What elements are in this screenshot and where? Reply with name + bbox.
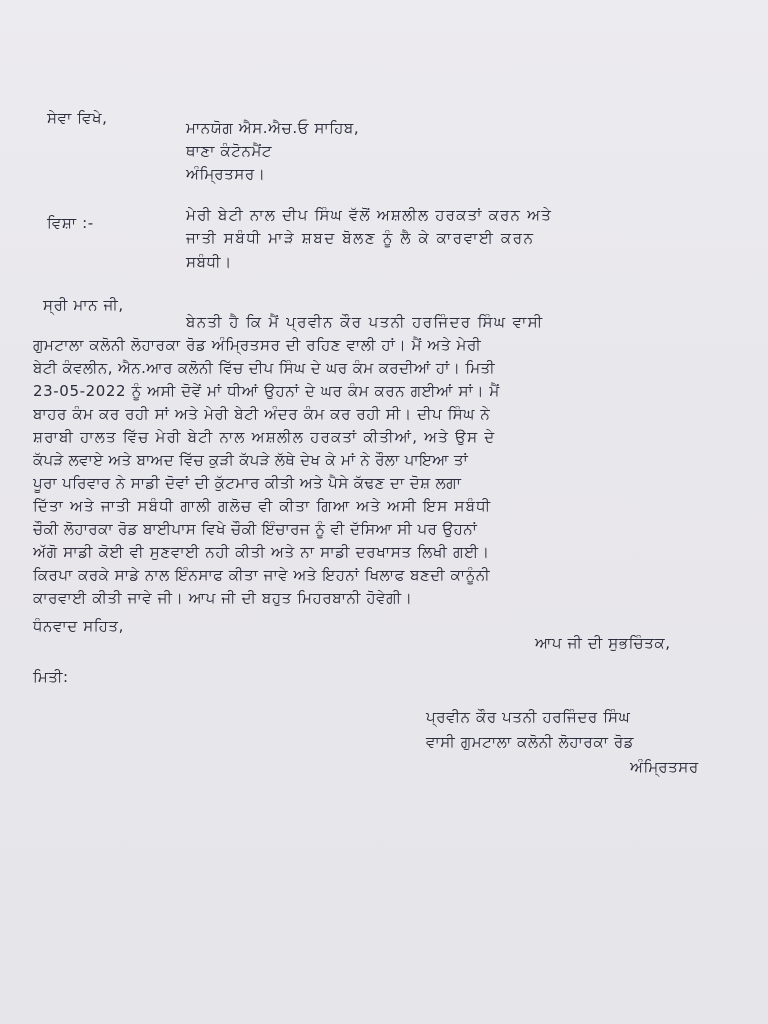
subject-label: ਵਿਸ਼ਾ :- [47,214,94,232]
body-line: ਸ਼ਰਾਬੀ ਹਾਲਤ ਵਿੱਚ ਮੇਰੀ ਬੇਟੀ ਨਾਲ ਅਸ਼ਲੀਲ ਹਰਕਤਾਂ ਕੀਤੀਆਂ, ਅਤੇ ਉਸ ਦੇ [33,428,496,446]
recipient-line-3: ਅੰਮ੍ਰਿਤਸਰ। [186,165,266,183]
body-line: ਬੇਟੀ ਕੰਵਲੀਨ, ਐਨ.ਆਰ ਕਲੋਨੀ ਵਿੱਚ ਦੀਪ ਸਿੰਘ ਦੇ ਘਰ ਕੰਮ ਕਰਦੀਆਂ ਹਾਂ। ਮਿਤੀ [33,359,496,377]
signature-address: ਵਾਸੀ ਗੁਮਟਾਲਾ ਕਲੋਨੀ ਲੋਹਾਰਕਾ ਰੋਡ [426,733,635,751]
body-line: ਦਿੱਤਾ ਅਤੇ ਜਾਤੀ ਸਬੰਧੀ ਗਾਲੀ ਗਲੋਚ ਵੀ ਕੀਤਾ ਗਿਆ ਅਤੇ ਅਸੀ ਇਸ ਸਬੰਧੀ [33,497,492,515]
body-line: ਗੁਮਟਾਲਾ ਕਲੋਨੀ ਲੋਹਾਰਕਾ ਰੋਡ ਅੰਮ੍ਰਿਤਸਰ ਦੀ ਰਹਿਣ ਵਾਲੀ ਹਾਂ। ਮੈਂ ਅਤੇ ਮੇਰੀ [33,336,482,354]
body-line: ਪੂਰਾ ਪਰਿਵਾਰ ਨੇ ਸਾਡੀ ਦੋਵਾਂ ਦੀ ਕੁੱਟਮਾਰ ਕੀਤੀ ਅਤੇ ਪੈਸੇ ਕੱਢਣ ਦਾ ਦੋਸ਼ ਲਗਾ [33,474,462,492]
body-line: ਅੱਗੋ ਸਾਡੀ ਕੋਈ ਵੀ ਸੁਣਵਾਈ ਨਹੀ ਕੀਤੀ ਅਤੇ ਨਾ ਸਾਡੀ ਦਰਖਾਸਤ ਲਿਖੀ ਗਈ। [33,543,490,561]
signature-city: ਅੰਮ੍ਰਿਤਸਰ [630,758,699,776]
greeting: ਸ੍ਰੀ ਮਾਨ ਜੀ, [43,296,124,314]
body-line: ਕੱਪੜੇ ਲਵਾਏ ਅਤੇ ਬਾਅਦ ਵਿੱਚ ਕੁੜੀ ਕੱਪੜੇ ਲੱਥੇ ਦੇਖ ਕੇ ਮਾਂ ਨੇ ਰੌਲਾ ਪਾਇਆ ਤਾਂ [33,451,469,469]
date-label: ਮਿਤੀ: [33,668,69,686]
thanks-line: ਧੰਨਵਾਦ ਸਹਿਤ, [33,617,125,635]
body-line: 23-05-2022 ਨੂੰ ਅਸੀ ਦੋਵੇਂ ਮਾਂ ਧੀਆਂ ਉਹਨਾਂ ਦੇ ਘਰ ਕੰਮ ਕਰਨ ਗਈਆਂ ਸਾਂ। ਮੈਂ [33,382,500,400]
signature-name: ਪ੍ਰਵੀਨ ਕੌਰ ਪਤਨੀ ਹਰਜਿੰਦਰ ਸਿੰਘ [426,708,631,726]
body-line: ਕਾਰਵਾਈ ਕੀਤੀ ਜਾਵੇ ਜੀ। ਆਪ ਜੀ ਦੀ ਬਹੁਤ ਮਿਹਰਬਾਨੀ ਹੋਵੇਗੀ। [33,589,413,607]
subject-line-3: ਸਬੰਧੀ। [186,253,232,271]
body-line: ਬੇਨਤੀ ਹੈ ਕਿ ਮੈਂ ਪ੍ਰਵੀਨ ਕੌਰ ਪਤਨੀ ਹਰਜਿੰਦਰ ਸਿੰਘ ਵਾਸੀ [186,313,544,331]
subject-line-1: ਮੇਰੀ ਬੇਟੀ ਨਾਲ ਦੀਪ ਸਿੰਘ ਵੱਲੋਂ ਅਸ਼ਲੀਲ ਹਰਕਤਾਂ ਕਰਨ ਅਤੇ [186,206,552,224]
body-line: ਚੌਕੀ ਲੋਹਾਰਕਾ ਰੋਡ ਬਾਈਪਾਸ ਵਿਖੇ ਚੌਕੀ ਇੰਚਾਰਜ ਨੂੰ ਵੀ ਦੱਸਿਆ ਸੀ ਪਰ ਉਹਨਾਂ [33,520,478,538]
body-line: ਬਾਹਰ ਕੰਮ ਕਰ ਰਹੀ ਸਾਂ ਅਤੇ ਮੇਰੀ ਬੇਟੀ ਅੰਦਰ ਕੰਮ ਕਰ ਰਹੀ ਸੀ। ਦੀਪ ਸਿੰਘ ਨੇ [33,405,491,423]
body-line: ਕਿਰਪਾ ਕਰਕੇ ਸਾਡੇ ਨਾਲ ਇੰਨਸਾਫ ਕੀਤਾ ਜਾਵੇ ਅਤੇ ਇਹਨਾਂ ਖਿਲਾਫ ਬਣਦੀ ਕਾਨੂੰਨੀ [33,566,491,584]
subject-line-2: ਜਾਤੀ ਸਬੰਧੀ ਮਾੜੇ ਸ਼ਬਦ ਬੋਲਣ ਨੂੰ ਲੈ ਕੇ ਕਾਰਵਾਈ ਕਰਨ [186,229,535,247]
recipient-line-1: ਮਾਨਯੋਗ ਐਸ.ਐਚ.ਓ ਸਾਹਿਬ, [186,119,360,137]
recipient-line-2: ਥਾਣਾ ਕੰਟੋਨਮੈਂਟ [186,142,273,160]
well-wisher-line: ਆਪ ਜੀ ਦੀ ਸੁਭਚਿੰਤਕ, [535,634,671,652]
salutation-to: ਸੇਵਾ ਵਿਖੇ, [47,109,108,127]
